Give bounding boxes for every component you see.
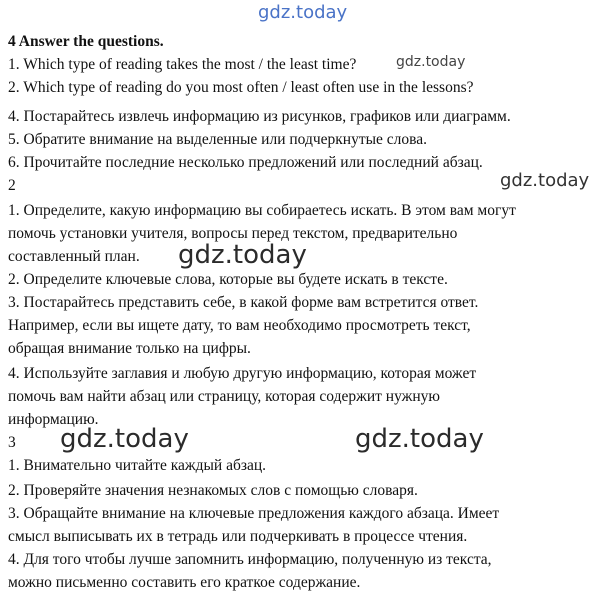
tip-line: составленный план. [8, 248, 140, 265]
watermark-small: gdz.today [396, 54, 466, 70]
question-1: 1. Which type of reading takes the most / the least time? [8, 56, 357, 73]
tip-line: помочь установки учителя, вопросы перед текстом, предварительно [8, 225, 458, 242]
tip-line: 3. Постарайтесь представить себе, в какой форме вам встретится ответ. [8, 294, 479, 311]
tip-line: 4. Для того чтобы лучше запомнить информацию, полученную из текста, [8, 551, 492, 568]
question-2: 2. Which type of reading do you most often / least often use in the lessons? [8, 79, 474, 96]
tip-line: 3. Обращайте внимание на ключевые предложения каждого абзаца. Имеет [8, 505, 500, 522]
watermark-logo-top: gdz.today [258, 2, 348, 23]
tip-line: 2. Определите ключевые слова, которые вы будете искать в тексте. [8, 271, 448, 288]
tip-line: смысл выписывать их в тетрадь или подчеркивать в процессе чтения. [8, 528, 468, 545]
watermark-mid: gdz.today [500, 170, 590, 191]
watermark-big: gdz.today [178, 240, 307, 270]
section-label-3: 3 [8, 434, 16, 451]
section-label-2: 2 [8, 177, 16, 194]
exercise-heading: 4 Answer the questions. [8, 33, 164, 50]
tip-line: информацию. [8, 411, 99, 428]
tip-line: 4. Постарайтесь извлечь информацию из рисунков, графиков или диаграмм. [8, 108, 511, 125]
watermark-big: gdz.today [355, 424, 484, 454]
tip-line: можно письменно составить его краткое содержание. [8, 574, 361, 591]
tip-line: 1. Определите, какую информацию вы собираетесь искать. В этом вам могут [8, 202, 516, 219]
tip-line: 6. Прочитайте последние несколько предложений или последний абзац. [8, 154, 483, 171]
tip-line: 2. Проверяйте значения незнакомых слов с помощью словаря. [8, 482, 418, 499]
watermark-big: gdz.today [60, 424, 189, 454]
tip-line: 5. Обратите внимание на выделенные или подчеркнутые слова. [8, 131, 428, 148]
tip-line: 4. Используйте заглавия и любую другую информацию, которая может [8, 365, 477, 382]
tip-line: 1. Внимательно читайте каждый абзац. [8, 457, 267, 474]
tip-line: обращая внимание только на цифры. [8, 340, 251, 357]
tip-line: помочь вам найти абзац или страницу, которая содержит нужную [8, 388, 440, 405]
tip-line: Например, если вы ищете дату, то вам необходимо просмотреть текст, [8, 317, 471, 334]
